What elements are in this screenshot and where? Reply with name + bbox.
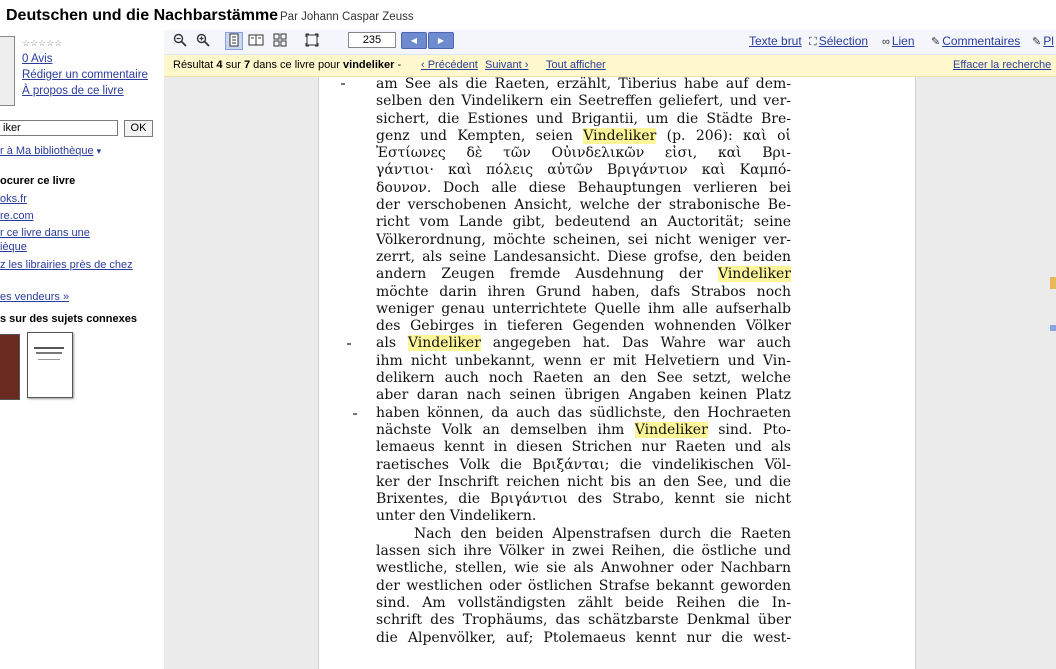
text-run: lemaeus kennt in diesen Strichen nur Raeten und als xyxy=(376,439,791,456)
store-link-1[interactable]: oks.fr xyxy=(0,193,27,205)
text-run: Ἐστίωνες δὲ τῶν Οὐινδελικῶν εἰσι, καὶ Βρι- xyxy=(376,145,791,162)
page-text-line xyxy=(376,266,791,283)
page-text-line xyxy=(376,93,791,110)
page-text-line xyxy=(376,77,791,93)
page-text-line xyxy=(376,335,791,352)
search-highlight: Vindeliker xyxy=(634,421,708,438)
pencil-icon: ✎ xyxy=(1032,36,1042,48)
text-run: ihm nicht unbekannt, wenn er mit Helvetiern und Vin- xyxy=(376,352,791,369)
fullscreen-icon[interactable] xyxy=(304,33,320,49)
text-run: westliche, stellen, wie sie als Anwohner oder Nachbarn xyxy=(376,560,791,577)
page-text-line xyxy=(376,422,791,439)
page-text-line xyxy=(376,612,791,629)
text-run: schrift des Trophäums, das schätzbarste Denkmal über xyxy=(376,612,791,629)
about-book-link[interactable]: À propos de ce livre xyxy=(22,85,124,97)
text-run: Nach den beiden Alpenstrafsen durch die Raeten xyxy=(414,525,791,542)
text-run: unter den Vindelikern. xyxy=(376,508,537,525)
page-text-line xyxy=(376,318,791,335)
selection-link-label: Sélection xyxy=(818,34,869,48)
related-subjects-heading: s sur des sujets connexes xyxy=(0,313,137,325)
search-ok-button[interactable]: OK xyxy=(124,120,153,137)
link-icon: ∞ xyxy=(882,36,890,48)
book-author: Par Johann Caspar Zeuss xyxy=(280,11,414,23)
selection-icon: ⛶ xyxy=(809,36,817,48)
scan-speck xyxy=(347,343,351,345)
text-run: der verschobenen Ansicht, welche der strabonische Be- xyxy=(376,197,791,214)
selection-tool[interactable] xyxy=(809,34,868,49)
text-run: angegeben hat. Das Wahre war auch xyxy=(480,335,791,352)
scrollbar-position-marker[interactable] xyxy=(1050,325,1056,331)
result-total: 7 xyxy=(243,59,251,71)
text-run: möchte darin ihren Grund haben, dafs Strabos noch xyxy=(376,283,791,300)
page-text-line xyxy=(376,353,791,370)
text-run: γάντιοι· καὶ πόλεις αὐτῶν Βριγάντιον καὶ Καμπό- xyxy=(376,162,791,179)
page-text-line xyxy=(376,630,791,647)
comments-label: Commentaires xyxy=(942,34,1021,48)
text-run: aber daran nach seinen übrigen Angaben keinen Platz xyxy=(376,387,791,404)
chevron-down-icon[interactable]: ▾ xyxy=(96,146,102,156)
page-text-line xyxy=(376,491,791,508)
result-suffix: dans ce livre pour xyxy=(253,59,340,71)
left-sidebar xyxy=(0,30,163,669)
text-run: andern Zeugen fremde Ausdehnung der xyxy=(376,266,718,283)
page-text-line xyxy=(376,111,791,128)
text-run: δουνον. Doch alle diese Behauptungen verlieren bei xyxy=(376,179,791,196)
page-text-line xyxy=(376,543,791,560)
page-text-line xyxy=(376,508,791,525)
page-text-line xyxy=(376,145,791,162)
text-run: der westlichen oder östlichen Strafse bekannt geworden xyxy=(376,577,791,594)
page-text-line xyxy=(376,180,791,197)
text-run: sind. Am vollständigsten zählt beide Reihen die In- xyxy=(376,594,791,611)
page-text-line xyxy=(376,387,791,404)
result-summary xyxy=(173,59,401,71)
text-run: lassen sich ihre Völker in zwei Reihen, die östliche und xyxy=(376,543,791,560)
find-in-library-link-2[interactable]: ièque xyxy=(0,241,27,253)
result-prefix: Résultat xyxy=(173,59,214,71)
clear-search-link[interactable]: Effacer la recherche xyxy=(953,59,1052,71)
more-tool[interactable] xyxy=(1032,34,1054,48)
book-cover-thumbnail[interactable] xyxy=(0,36,15,106)
search-query: vindeliker xyxy=(343,59,395,71)
search-highlight: Vindeliker xyxy=(407,335,481,352)
separator: - xyxy=(397,59,402,71)
plain-text-link[interactable]: Texte brut xyxy=(749,34,802,48)
text-run: am See als die Raeten, erzählt, Tiberius habe auf dem- xyxy=(376,77,791,92)
related-book-thumbnail-1[interactable] xyxy=(0,334,20,400)
page-text-line xyxy=(376,457,791,474)
text-run: die Alpenvölker, auf; Ptolemaeus kennt nur die west- xyxy=(376,629,791,646)
scrollbar-result-marker[interactable] xyxy=(1050,277,1056,289)
procure-heading: ocurer ce livre xyxy=(0,175,76,187)
scan-speck xyxy=(341,83,345,85)
page-text-line xyxy=(376,474,791,491)
write-review-link[interactable]: Rédiger un commentaire xyxy=(22,69,148,81)
text-run: genz und Kempten, seien xyxy=(376,127,584,144)
two-page-view-icon[interactable] xyxy=(248,33,264,49)
page-text-line xyxy=(376,560,791,577)
previous-page-button[interactable]: ◀ xyxy=(401,32,427,49)
page-text-line xyxy=(376,284,791,301)
comments-tool[interactable] xyxy=(931,34,1020,48)
book-page[interactable] xyxy=(318,77,916,669)
title-bar xyxy=(0,0,1056,30)
result-current: 4 xyxy=(216,59,223,71)
zoom-in-icon[interactable] xyxy=(195,33,211,49)
find-in-library-link[interactable]: r ce livre dans une xyxy=(0,227,90,239)
page-number-input[interactable] xyxy=(348,32,396,48)
page-text-line xyxy=(376,595,791,612)
add-to-library-control[interactable] xyxy=(0,145,101,157)
show-all-results-link[interactable]: Tout afficher xyxy=(546,59,606,71)
page-text-line xyxy=(376,214,791,231)
text-run: des Gebirges in tieferen Gegenden wohnenden Völker xyxy=(376,318,791,335)
page-text-line xyxy=(376,249,791,266)
zoom-out-icon[interactable] xyxy=(172,33,188,49)
text-run: zerrt, als seine Landesansicht. Diese grofse, den beiden xyxy=(376,248,791,265)
result-mid: sur xyxy=(225,59,241,71)
search-highlight: Vindeliker xyxy=(717,266,791,283)
rating-stars-icon[interactable]: ☆☆☆☆☆ xyxy=(22,38,63,48)
text-run: als xyxy=(376,335,408,352)
previous-result-link[interactable]: ‹ Précédent xyxy=(421,59,478,71)
page-text-line xyxy=(376,526,791,543)
viewer-toolbar xyxy=(164,30,1056,55)
bookstores-link[interactable]: z les librairies près de chez xyxy=(0,259,133,271)
text-run: Brixentes, die Βριγάντιοι des Strabo, kennt sie nicht xyxy=(376,491,791,508)
more-label: Pl xyxy=(1043,34,1054,48)
page-text-line xyxy=(376,128,791,145)
text-run: selben den Vindelikern ein Seetreffen geliefert, und ver- xyxy=(376,93,791,110)
text-run: sichert, die Estiones und Brigantii, um die Städte Bre- xyxy=(376,110,791,127)
scan-speck xyxy=(353,413,357,415)
link-tool[interactable] xyxy=(882,34,915,48)
search-result-bar xyxy=(164,55,1056,77)
page-text-line xyxy=(376,578,791,595)
page-text-line xyxy=(376,301,791,318)
book-title: Deutschen und die Nachbarstämme xyxy=(6,7,279,24)
text-run: raetisches Volk die Βριξάνται; die vindelikischen Völ- xyxy=(376,456,791,473)
comment-icon: ✎ xyxy=(931,36,941,48)
page-text xyxy=(376,77,791,647)
text-run: sind. Pto- xyxy=(707,421,791,438)
page-text-line xyxy=(376,370,791,387)
text-run: weniger genau unterrichtete Quelle ihm alle aufserhalb xyxy=(376,300,791,317)
text-run: ker der Inschrift reichen nicht bis an den See, und die xyxy=(376,473,791,490)
reviews-link[interactable]: 0 Avis xyxy=(22,53,53,65)
text-run: delikern auch noch Raeten an den See setzt, welche xyxy=(376,370,791,387)
book-viewer[interactable] xyxy=(164,77,1056,669)
link-label: Lien xyxy=(891,34,915,48)
next-result-link[interactable]: Suivant › xyxy=(485,59,529,71)
page-text-line xyxy=(376,162,791,179)
related-book-thumbnail-2[interactable] xyxy=(27,332,73,398)
text-run: richt vom Lande gibt, bedeutend an Auctorität; seine xyxy=(376,214,791,231)
thumbnail-view-icon[interactable] xyxy=(272,33,288,49)
page-text-line xyxy=(376,405,791,422)
search-highlight: Vindeliker xyxy=(583,127,657,144)
text-run: nächste Volk an demselben ihm xyxy=(376,421,635,438)
search-in-book-input[interactable] xyxy=(0,120,118,136)
all-sellers-link[interactable]: es vendeurs » xyxy=(0,291,70,303)
store-link-2[interactable]: re.com xyxy=(0,210,34,222)
page-text-line xyxy=(376,439,791,456)
page-text-line xyxy=(376,232,791,249)
single-page-view-icon[interactable] xyxy=(225,32,243,50)
text-run: haben können, da auch das südlichste, den Hochraeten xyxy=(376,404,791,421)
add-to-library-link[interactable]: r à Ma bibliothèque xyxy=(0,145,94,157)
next-page-button[interactable]: ▶ xyxy=(428,32,454,49)
text-run: (p. 206): καὶ οἱ xyxy=(656,127,791,144)
text-run: Völkerordnung, möchte scheinen, sei nicht weniger ver- xyxy=(376,231,791,248)
page-text-line xyxy=(376,197,791,214)
